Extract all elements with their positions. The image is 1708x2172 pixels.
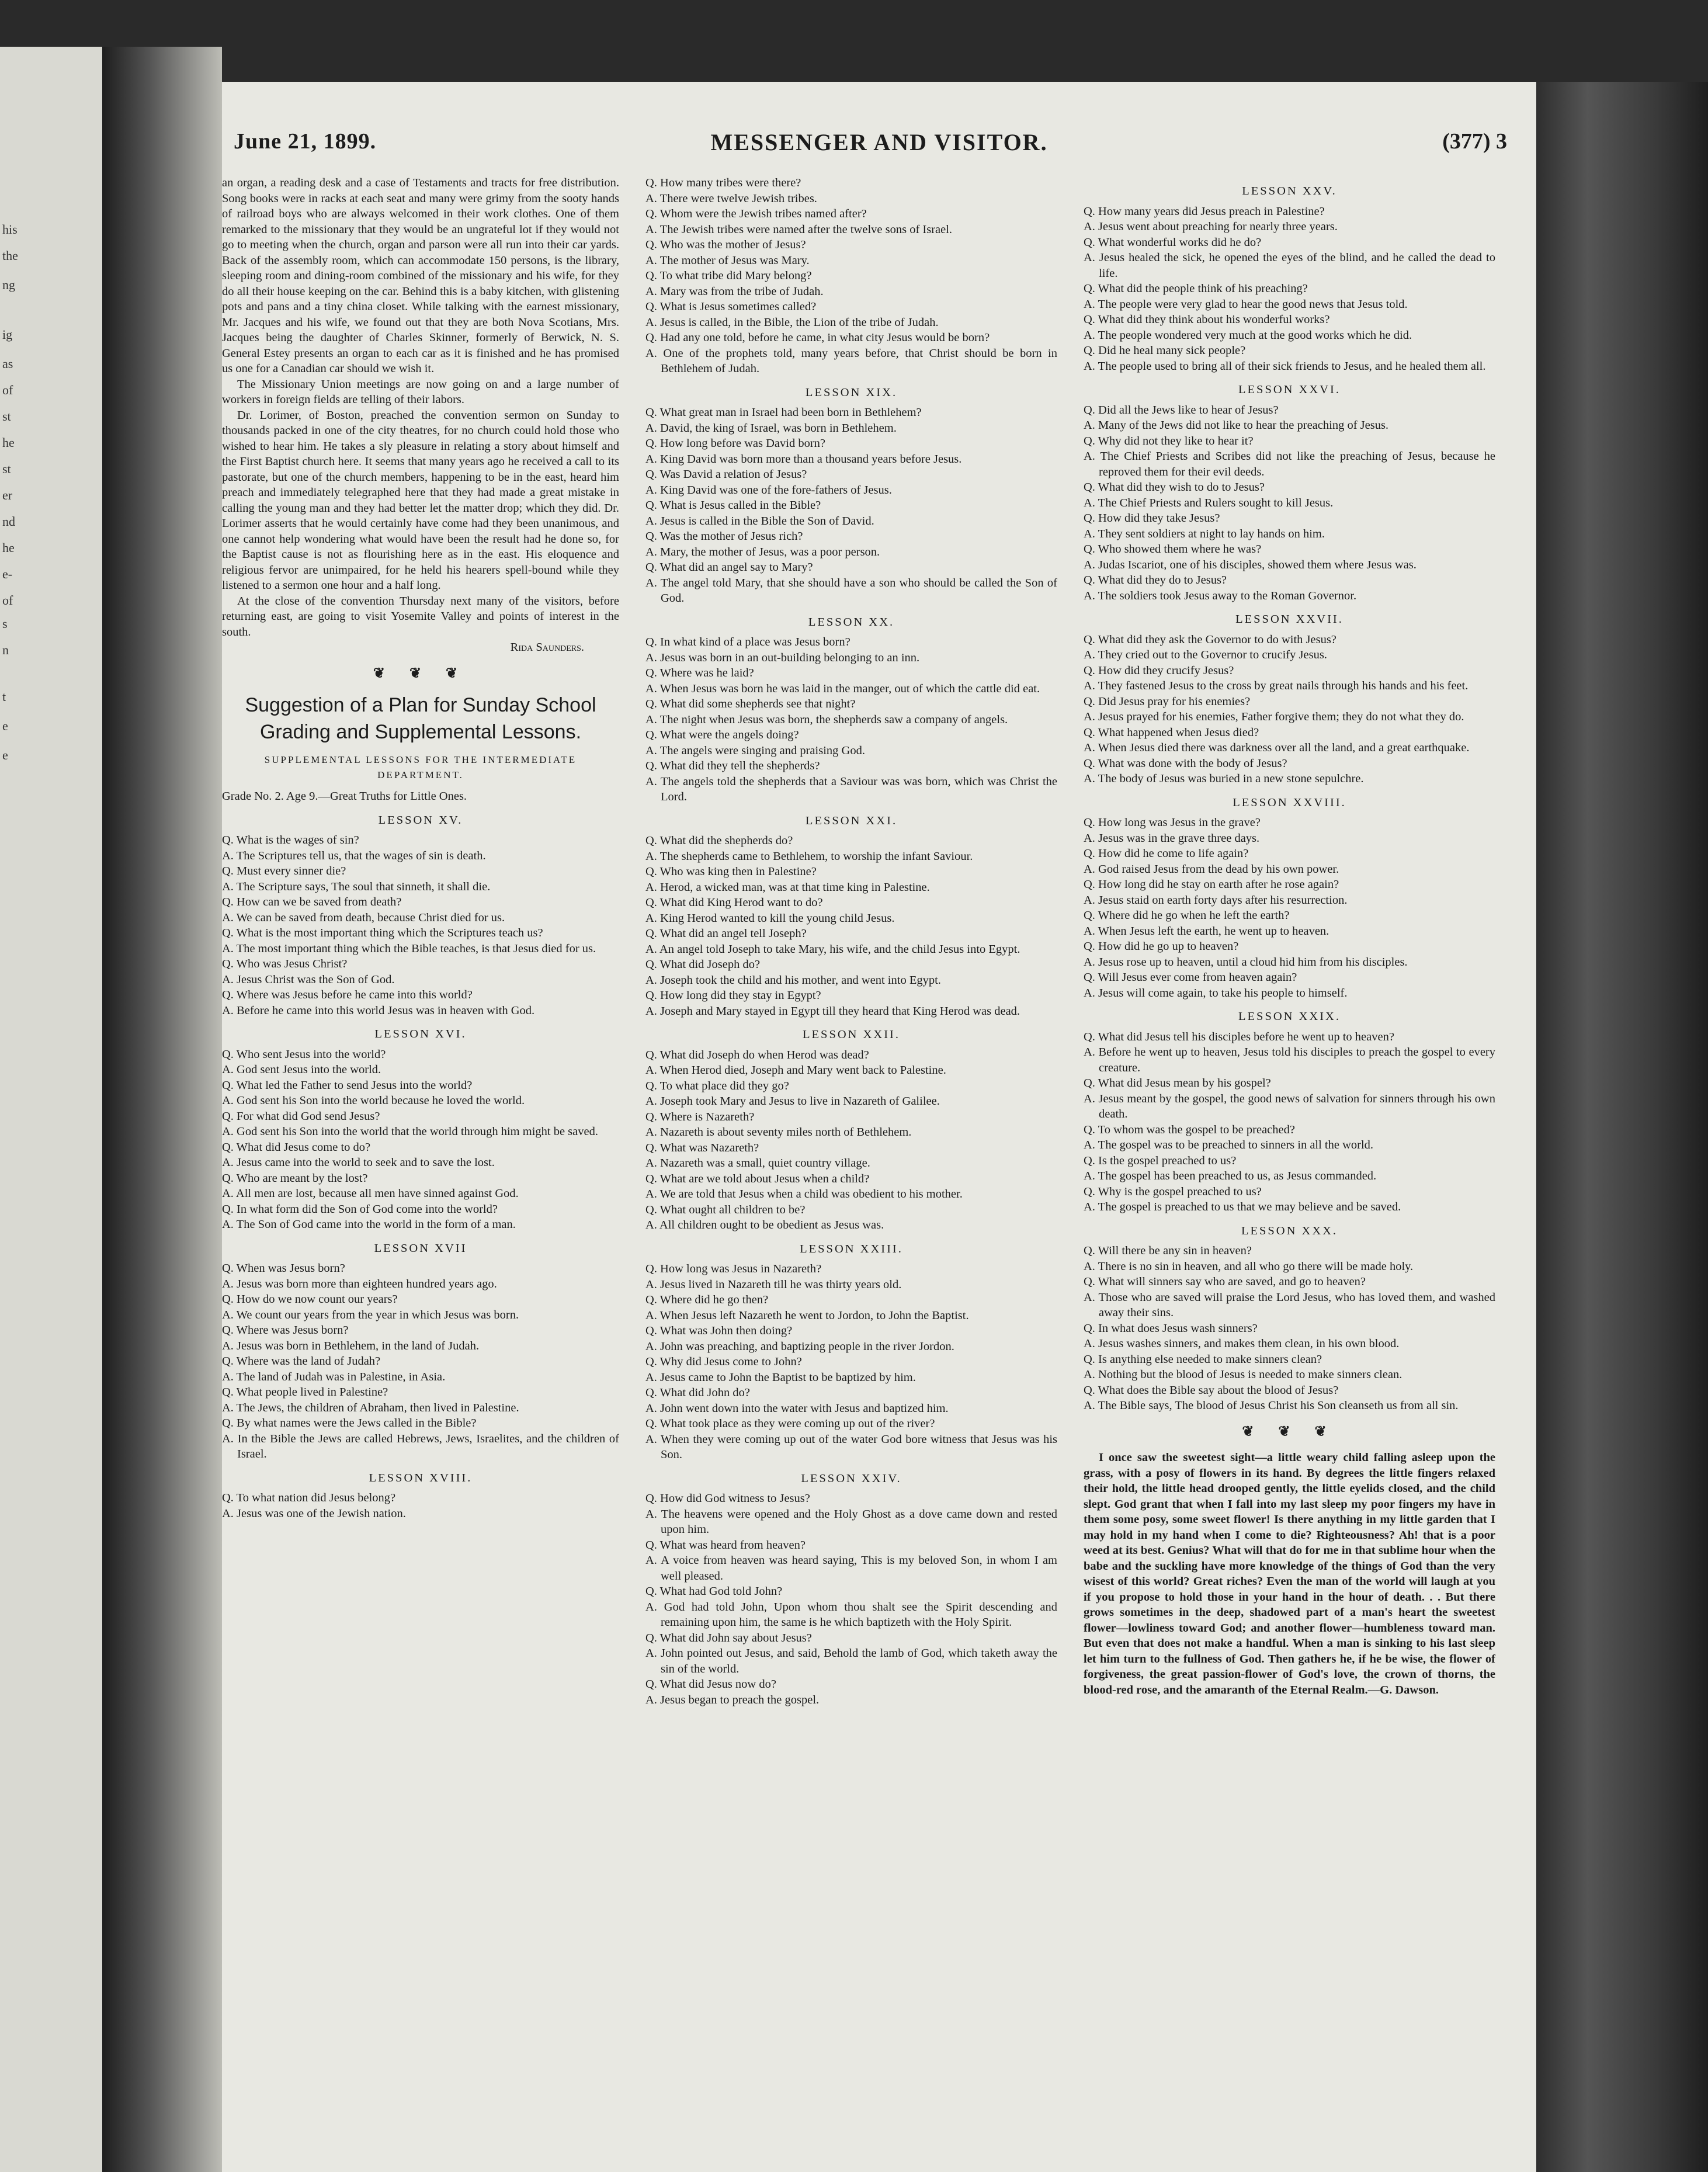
lesson-question: Q. Where did he go when he left the earth? bbox=[1084, 909, 1290, 922]
facing-page-fragment: nd bbox=[2, 514, 15, 529]
lesson-answer: A. God sent his Son into the world that the world through him might be saved. bbox=[222, 1125, 598, 1138]
lesson-question: Q. What wonderful works did he do? bbox=[1084, 235, 1262, 249]
lesson-question: Q. What will sinners say who are saved, and go to heaven? bbox=[1084, 1275, 1366, 1288]
lesson-heading: LESSON XXV. bbox=[1242, 185, 1337, 197]
lesson-heading: LESSON XXVIII. bbox=[1233, 796, 1346, 809]
lesson-question: Q. How did they crucify Jesus? bbox=[1084, 664, 1234, 677]
lesson-question: Q. Who are meant by the lost? bbox=[222, 1171, 368, 1185]
lesson-question: Q. How can we be saved from death? bbox=[222, 896, 402, 908]
lesson-answer: A. The Chief Priests and Rulers sought to kill Jesus. bbox=[1084, 496, 1334, 509]
lesson-heading: LESSON XXI. bbox=[805, 814, 898, 827]
lesson-question: Q. What did Jesus come to do? bbox=[222, 1140, 371, 1154]
lesson-answer: A. Before he came into this world Jesus was in heaven with God. bbox=[222, 1004, 535, 1017]
lesson-question: Q. What happened when Jesus died? bbox=[1084, 726, 1259, 739]
lesson-question: Q. How long before was David born? bbox=[645, 437, 825, 450]
lesson-question: Q. Where was the land of Judah? bbox=[222, 1355, 381, 1368]
lesson-answer: A. The heavens were opened and the Holy Ghost as a dove came down and rested upon him. bbox=[645, 1507, 1057, 1536]
article-paragraph: an organ, a reading desk and a case of Testaments and tracts for free distribution. Song books were in racks at each seat and many were grimy from the sooty hands of railroad boys who are always welcomed in their work clothes. One of them remarked to the missionary that they would be an ungrateful lot if they would not go to meeting when the church, organ and parson were all run into their car yards. Back of the assembly room, which can accommodate 150 persons, is the library, sleeping room and dining-room combined of the missionary and his wife, for they do all their house keeping on the car. Behind this is a baby kitchen, with glistening pots and pans and a tiny china closet. While talking with the earnest missionary, Mr. Jacques and his wife, we found out that they are both Nova Scotians, Mrs. Jacques being the daughter of Charles Skinner, formerly of Berwick, N. S. General Estey presents an organ to each car as it is finished and he has promised us one for a Canadian car should we wish it. bbox=[222, 176, 619, 375]
lesson-question: Q. What great man in Israel had been born in Bethlehem? bbox=[645, 406, 922, 419]
lesson-question: Q. Was David a relation of Jesus? bbox=[645, 468, 807, 481]
lesson-heading: LESSON XXVI. bbox=[1238, 383, 1341, 396]
facing-page-fragment: t bbox=[2, 689, 6, 704]
lesson-question: Q. Did he heal many sick people? bbox=[1084, 344, 1246, 357]
facing-page-fragment: e- bbox=[2, 567, 13, 581]
article-title-line: Suggestion of a Plan for Sunday School bbox=[245, 694, 596, 716]
lesson-answer: A. When Jesus left the earth, he went up to heaven. bbox=[1084, 924, 1329, 938]
lesson-answer: A. When they were coming up out of the water God bore witness that Jesus was his Son. bbox=[645, 1432, 1057, 1461]
lesson-question: Q. What ought all children to be? bbox=[645, 1203, 806, 1216]
lesson-answer: A. Many of the Jews did not like to hear the preaching of Jesus. bbox=[1084, 419, 1389, 432]
lesson-answer: A. Jesus was one of the Jewish nation. bbox=[222, 1507, 406, 1520]
lesson-question: Q. Where is Nazareth? bbox=[645, 1110, 755, 1123]
lesson-answer: A. Joseph took the child and his mother, and went into Egypt. bbox=[645, 973, 941, 987]
grade-heading: Grade No. 2. Age 9.—Great Truths for Little Ones. bbox=[222, 790, 467, 803]
masthead bbox=[234, 129, 1525, 169]
lesson-question: Q. What was done with the body of Jesus? bbox=[1084, 757, 1287, 770]
lesson-question: Q. How did he come to life again? bbox=[1084, 847, 1249, 860]
lesson-question: Q. What is the wages of sin? bbox=[222, 834, 359, 846]
facing-page-fragment: of bbox=[2, 383, 13, 397]
lesson-answer: A. Jesus was born in an out-building belonging to an inn. bbox=[645, 651, 920, 664]
lesson-question: Q. Where was Jesus before he came into this world? bbox=[222, 988, 473, 1001]
lesson-answer: A. They cried out to the Governor to crucify Jesus. bbox=[1084, 648, 1327, 661]
lesson-question: Q. What had God told John? bbox=[645, 1585, 783, 1598]
lesson-question: Q. What did an angel say to Mary? bbox=[645, 561, 813, 574]
facing-page-fragment: ng bbox=[2, 277, 15, 292]
lesson-question: Q. What did an angel tell Joseph? bbox=[645, 927, 807, 940]
lesson-answer: A. The Son of God came into the world in the form of a man. bbox=[222, 1218, 516, 1231]
lesson-question: Q. What are we told about Jesus when a child? bbox=[645, 1172, 870, 1185]
subheading-line: DEPARTMENT. bbox=[377, 769, 464, 780]
lesson-question: Q. Will there be any sin in heaven? bbox=[1084, 1244, 1252, 1257]
lesson-answer: A. We are told that Jesus when a child was obedient to his mother. bbox=[645, 1188, 963, 1201]
lesson-answer: A. John pointed out Jesus, and said, Behold the lamb of God, which taketh away the sin of the world. bbox=[645, 1647, 1057, 1675]
facing-page-fragment: of bbox=[2, 593, 13, 608]
lesson-question: Q. In what kind of a place was Jesus born? bbox=[645, 636, 850, 648]
lesson-answer: A. The Scriptures tell us, that the wages of sin is death. bbox=[222, 849, 486, 862]
lesson-answer: A. We count our years from the year in which Jesus was born. bbox=[222, 1308, 519, 1321]
lesson-answer: A. The Bible says, The blood of Jesus Christ his Son cleanseth us from all sin. bbox=[1084, 1399, 1459, 1412]
facing-page-fragment: st bbox=[2, 409, 11, 424]
lesson-answer: A. All men are lost, because all men have sinned against God. bbox=[222, 1187, 519, 1200]
lesson-question: Q. Had any one told, before he came, in what city Jesus would be born? bbox=[645, 331, 990, 344]
lesson-answer: A. John went down into the water with Jesus and baptized him. bbox=[645, 1401, 949, 1415]
lesson-answer: A. When Jesus died there was darkness over all the land, and a great earthquake. bbox=[1084, 741, 1470, 754]
lesson-question: Q. What did they think about his wonderful works? bbox=[1084, 313, 1330, 326]
lesson-answer: A. Jesus staid on earth forty days after his resurrection. bbox=[1084, 893, 1348, 907]
lesson-question: Q. Where was he laid? bbox=[645, 667, 754, 679]
lesson-question: Q. Why did Jesus come to John? bbox=[645, 1355, 802, 1368]
lesson-question: Q. What did Jesus tell his disciples before he went up to heaven? bbox=[1084, 1030, 1394, 1043]
lesson-answer: A. Jesus began to preach the gospel. bbox=[645, 1693, 820, 1706]
lesson-heading: LESSON XIX. bbox=[805, 386, 898, 399]
lesson-question: Q. Who showed them where he was? bbox=[1084, 543, 1262, 556]
lesson-answer: A. Jesus is called, in the Bible, the Lion of the tribe of Judah. bbox=[645, 315, 939, 329]
lesson-question: Q. How did they take Jesus? bbox=[1084, 512, 1220, 525]
facing-page-fragment: his bbox=[2, 222, 18, 237]
lesson-question: Q. What did Joseph do when Herod was dead? bbox=[645, 1048, 869, 1061]
lesson-answer: A. Jesus lived in Nazareth till he was thirty years old. bbox=[645, 1278, 902, 1291]
section-ornament: ❦ ❦ ❦ bbox=[1242, 1424, 1337, 1439]
lesson-answer: A. They sent soldiers at night to lay hands on him. bbox=[1084, 527, 1325, 540]
lesson-answer: A. Jesus healed the sick, he opened the eyes of the blind, and he called the dead to life. bbox=[1084, 251, 1495, 280]
facing-page-fragment: the bbox=[2, 248, 18, 263]
lesson-answer: A. One of the prophets told, many years before, that Christ should be born in Bethlehem of Judah. bbox=[645, 346, 1057, 375]
lesson-question: Q. Whom were the Jewish tribes named after? bbox=[645, 207, 867, 220]
lesson-answer: A. Jesus will come again, to take his people to himself. bbox=[1084, 986, 1348, 1000]
lesson-answer: A. The angel told Mary, that she should have a son who should be called the Son of God. bbox=[645, 576, 1057, 605]
lesson-question: Q. Was the mother of Jesus rich? bbox=[645, 530, 803, 543]
lesson-question: Q. What were the angels doing? bbox=[645, 728, 799, 741]
lesson-question: Q. For what did God send Jesus? bbox=[222, 1109, 380, 1123]
lesson-heading: LESSON XVI. bbox=[374, 1028, 467, 1040]
lesson-heading: LESSON XXX. bbox=[1241, 1224, 1338, 1237]
facing-page-fragment: as bbox=[2, 356, 13, 371]
facing-page-fragment: st bbox=[2, 462, 11, 476]
lesson-answer: A. Jesus was in the grave three days. bbox=[1084, 831, 1260, 845]
lesson-answer: A. When Herod died, Joseph and Mary went back to Palestine. bbox=[645, 1064, 946, 1077]
lesson-question: Q. How many years did Jesus preach in Palestine? bbox=[1084, 204, 1325, 218]
lesson-question: Q. What did the people think of his preaching? bbox=[1084, 282, 1308, 295]
lesson-question: Q. How did God witness to Jesus? bbox=[645, 1492, 810, 1505]
lesson-answer: A. The Jewish tribes were named after the twelve sons of Israel. bbox=[645, 223, 953, 236]
lesson-question: Q. How long did he stay on earth after he rose again? bbox=[1084, 878, 1339, 891]
lesson-question: Q. What did they tell the shepherds? bbox=[645, 759, 820, 772]
lesson-answer: A. Joseph and Mary stayed in Egypt till they heard that King Herod was dead. bbox=[645, 1004, 1020, 1018]
article-paragraph: The Missionary Union meetings are now going on and a large number of workers in foreign fields are telling of their labors. bbox=[222, 377, 619, 406]
lesson-answer: A. The people wondered very much at the good works which he did. bbox=[1084, 328, 1412, 342]
lesson-question: Q. What did King Herod want to do? bbox=[645, 896, 823, 909]
column-3 bbox=[1084, 175, 1495, 1698]
lesson-answer: A. Mary was from the tribe of Judah. bbox=[645, 284, 824, 298]
lesson-question: Q. How did he go up to heaven? bbox=[1084, 940, 1239, 953]
lesson-question: Q. What did Jesus now do? bbox=[645, 1678, 776, 1691]
newspaper-title: MESSENGER AND VISITOR. bbox=[710, 129, 1048, 155]
lesson-question: Q. How do we now count our years? bbox=[222, 1293, 398, 1306]
lesson-question: Q. Who was king then in Palestine? bbox=[645, 865, 817, 878]
lesson-answer: A. Jesus rose up to heaven, until a cloud hid him from his disciples. bbox=[1084, 955, 1408, 969]
column-1 bbox=[222, 175, 619, 1521]
article-paragraph: Dr. Lorimer, of Boston, preached the convention sermon on Sunday to thousands packed in one of the city theatres, for no church could hold those who wished to hear him. He takes a sly pleasure in relating a story about himself and the First Baptist church here. It seems that many years ago he received a call to its pastorate, but one of the church members, happening to be in the east, heard him preach and immediately telegraphed here that they had made a great mistake in calling the young man and they had better let the matter drop; which they did. Dr. Lorimer asserts that he would certainly have come had they been unanimous, and one cannot help wondering what would have been the result had he done so, for the Baptist cause is not as flourishing here as in the east. His eloquence and religious fervor are unimpaired, for he held his hearers spell-bound while they listened to a sermon one hour and a half long. bbox=[222, 408, 619, 592]
lesson-question: Q. What was Nazareth? bbox=[645, 1141, 759, 1154]
facing-page-fragment: n bbox=[2, 643, 9, 657]
author-signature: Rida Saunders. bbox=[510, 641, 584, 654]
lesson-answer: A. The people were very glad to hear the good news that Jesus told. bbox=[1084, 297, 1408, 311]
article-paragraph: At the close of the convention Thursday next many of the visitors, before returning east, are going to visit Yosemite Valley and points of interest in the south. bbox=[222, 594, 619, 639]
lesson-question: Q. To what place did they go? bbox=[645, 1079, 789, 1092]
lesson-answer: A. God raised Jesus from the dead by his own power. bbox=[1084, 862, 1339, 876]
lesson-answer: A. All children ought to be obedient as Jesus was. bbox=[645, 1219, 884, 1231]
lesson-question: Q. Who sent Jesus into the world? bbox=[222, 1047, 386, 1061]
lesson-heading: LESSON XVII bbox=[374, 1241, 467, 1255]
lesson-answer: A. Mary, the mother of Jesus, was a poor person. bbox=[645, 545, 880, 558]
lesson-answer: A. Nazareth was a small, quiet country village. bbox=[645, 1157, 870, 1170]
lesson-answer: A. The people used to bring all of their sick friends to Jesus, and he healed them all. bbox=[1084, 359, 1486, 373]
lesson-question: Q. To what tribe did Mary belong? bbox=[645, 269, 812, 282]
lesson-question: Q. What was heard from heaven? bbox=[645, 1538, 806, 1552]
lesson-answer: A. The Scripture says, The soul that sinneth, it shall die. bbox=[222, 880, 491, 893]
lesson-answer: A. King Herod wanted to kill the young child Jesus. bbox=[645, 911, 895, 925]
lesson-answer: A. King David was born more than a thousand years before Jesus. bbox=[645, 452, 962, 466]
lesson-answer: A. Jesus washes sinners, and makes them clean, in his own blood. bbox=[1084, 1337, 1400, 1350]
lesson-question: Q. What was John then doing? bbox=[645, 1324, 793, 1337]
lesson-question: Q. How long was Jesus in Nazareth? bbox=[645, 1262, 822, 1275]
lesson-question: Q. What did they ask the Governor to do with Jesus? bbox=[1084, 633, 1336, 646]
lesson-question: Q. To what nation did Jesus belong? bbox=[222, 1491, 396, 1504]
lessons-list bbox=[1084, 183, 1495, 1414]
lesson-answer: A. There were twelve Jewish tribes. bbox=[645, 192, 817, 205]
lesson-answer: A. Those who are saved will praise the Lord Jesus, who has loved them, and washed away their sins. bbox=[1084, 1290, 1495, 1319]
section-ornament: ❦ ❦ ❦ bbox=[373, 665, 468, 681]
lesson-heading: LESSON XXVII. bbox=[1235, 613, 1344, 626]
lesson-answer: A. The mother of Jesus was Mary. bbox=[645, 254, 810, 267]
lesson-question: Q. Who was the mother of Jesus? bbox=[645, 238, 806, 251]
page-gutter bbox=[102, 47, 222, 2172]
lesson-answer: A. When Jesus left Nazareth he went to Jordon, to John the Baptist. bbox=[645, 1309, 969, 1322]
facing-page-edge bbox=[0, 47, 102, 2172]
newspaper-page bbox=[222, 82, 1536, 2172]
lesson-question: Q. Must every sinner die? bbox=[222, 865, 346, 877]
lesson-heading: LESSON XX. bbox=[808, 615, 895, 629]
lesson-heading: LESSON XXIII. bbox=[800, 1242, 903, 1255]
lesson-answer: A. The night when Jesus was born, the shepherds saw a company of angels. bbox=[645, 713, 1008, 726]
lesson-heading: LESSON XVIII. bbox=[369, 1471, 473, 1484]
lesson-answer: A. There is no sin in heaven, and all who go there will be made holy. bbox=[1084, 1260, 1414, 1273]
lesson-answer: A. We can be saved from death, because Christ died for us. bbox=[222, 911, 505, 924]
lesson-answer: A. Jesus meant by the gospel, the good news of salvation for sinners through his own death. bbox=[1084, 1092, 1495, 1120]
lesson-question: Q. Did all the Jews like to hear of Jesus? bbox=[1084, 403, 1279, 417]
lesson-question: Q. Is anything else needed to make sinners clean? bbox=[1084, 1352, 1322, 1366]
lesson-answer: A. The most important thing which the Bible teaches, is that Jesus died for us. bbox=[222, 942, 596, 955]
facing-page-fragment: e bbox=[2, 719, 8, 733]
lesson-answer: A. When Jesus was born he was laid in the manger, out of which the cattle did eat. bbox=[645, 682, 1040, 695]
facing-page-fragment: ig bbox=[2, 327, 13, 342]
lesson-answer: A. Jesus went about preaching for nearly three years. bbox=[1084, 220, 1338, 233]
lesson-question: Q. What led the Father to send Jesus into the world? bbox=[222, 1078, 473, 1092]
lessons-list bbox=[222, 813, 619, 1522]
lesson-answer: A. God sent Jesus into the world. bbox=[222, 1063, 381, 1076]
lesson-answer: A. The soldiers took Jesus away to the Roman Governor. bbox=[1084, 589, 1357, 602]
lesson-heading: LESSON XXIX. bbox=[1238, 1010, 1341, 1023]
lesson-answer: A. The Chief Priests and Scribes did not like the preaching of Jesus, because he reproved them for their evil deeds. bbox=[1084, 450, 1495, 478]
lesson-answer: A. The land of Judah was in Palestine, in Asia. bbox=[222, 1370, 446, 1383]
lesson-answer: A. Herod, a wicked man, was at that time king in Palestine. bbox=[645, 880, 930, 894]
lesson-question: Q. Is the gospel preached to us? bbox=[1084, 1154, 1237, 1167]
lesson-question: Q. Why did not they like to hear it? bbox=[1084, 434, 1254, 447]
lesson-answer: A. Jesus prayed for his enemies, Father forgive them; they do not what they do. bbox=[1084, 710, 1464, 723]
lesson-answer: A. The angels were singing and praising God. bbox=[645, 744, 865, 757]
lesson-answer: A. A voice from heaven was heard saying, This is my beloved Son, in whom I am well pleased. bbox=[645, 1554, 1057, 1583]
lesson-question: Q. What is Jesus called in the Bible? bbox=[645, 499, 821, 512]
lesson-answer: A. Jesus was born in Bethlehem, in the land of Judah. bbox=[222, 1339, 480, 1352]
lesson-question: Q. How long was Jesus in the grave? bbox=[1084, 816, 1261, 829]
lesson-question: Q. What did John do? bbox=[645, 1386, 750, 1399]
lesson-continuation bbox=[645, 175, 1057, 377]
lessons-list bbox=[645, 385, 1057, 1708]
lesson-answer: A. The gospel is preached to us that we may believe and be saved. bbox=[1084, 1201, 1401, 1213]
lesson-question: Q. What took place as they were coming up out of the river? bbox=[645, 1417, 935, 1430]
lesson-answer: A. King David was one of the fore-fathers of Jesus. bbox=[645, 483, 892, 497]
lesson-answer: A. Judas Iscariot, one of his disciples, showed them where Jesus was. bbox=[1084, 558, 1417, 571]
lesson-question: Q. What people lived in Palestine? bbox=[222, 1386, 388, 1399]
article-subheading bbox=[222, 752, 619, 783]
lesson-answer: A. The shepherds came to Bethlehem, to worship the infant Saviour. bbox=[645, 849, 973, 863]
facing-page-fragment: he bbox=[2, 435, 15, 450]
lesson-question: Q. How long did they stay in Egypt? bbox=[645, 989, 821, 1002]
lesson-question: Q. What did the shepherds do? bbox=[645, 834, 793, 847]
closing-paragraph: I once saw the sweetest sight—a little weary child falling asleep upon the grass, with a posy of flowers in its hand. By degrees the little fingers relaxed their hold, the little head drooped gently, the little eyelids closed, and the child slept. God grant that when I fall into my last sleep my poor fingers my have in them some posy, some sweet flower! Is there anything in my little garden that I may hold in my hand when I come to die? Righteousness? Ah! that is a poor weed at its best. Genius? What will that do for me in that sublime hour when the babe and the suckling have more knowledge of the things of God than the very wisest of this world? Great riches? Even the man of the world will laugh at you if you propose to hold those in your hand in the hour of death. . . But there grows sometimes in the deep, shadowed part of a man's heart the sweetest flower—lowliness toward God; and another flower—humbleness toward man. But even that does not make a handful. When a man is sinking to his last sleep let him turn to the fullness of God. Then gathers he, if he be wise, the flower of forgiveness, the great passion-flower of God's love, the crown of thorns, the blood-red rose, and the amaranth of the Eternal Realm.—G. Dawson. bbox=[1084, 1451, 1495, 1696]
lesson-answer: A. The gospel was to be preached to sinners in all the world. bbox=[1084, 1139, 1374, 1151]
lesson-answer: A. The Jews, the children of Abraham, then lived in Palestine. bbox=[222, 1401, 519, 1414]
lesson-question: Q. Where was Jesus born? bbox=[222, 1324, 349, 1337]
lesson-heading: LESSON XV. bbox=[378, 813, 463, 827]
lesson-question: Q. What did Jesus mean by his gospel? bbox=[1084, 1077, 1271, 1090]
lesson-question: Q. What does the Bible say about the blood of Jesus? bbox=[1084, 1383, 1339, 1397]
column-2 bbox=[645, 175, 1057, 1708]
facing-page-fragment: er bbox=[2, 488, 13, 502]
lesson-question: Q. Why is the gospel preached to us? bbox=[1084, 1185, 1262, 1198]
facing-page-fragment: e bbox=[2, 748, 8, 762]
lesson-question: Q. Will Jesus ever come from heaven again? bbox=[1084, 971, 1297, 984]
lesson-question: Q. Did Jesus pray for his enemies? bbox=[1084, 695, 1251, 708]
lesson-question: Q. What did they do to Jesus? bbox=[1084, 574, 1227, 587]
lesson-answer: A. Jesus is called in the Bible the Son of David. bbox=[645, 514, 874, 528]
lesson-question: Q. What did they wish to do to Jesus? bbox=[1084, 481, 1265, 494]
lesson-answer: A. Nazareth is about seventy miles north of Bethlehem. bbox=[645, 1126, 912, 1139]
lesson-question: Q. What did John say about Jesus? bbox=[645, 1631, 812, 1644]
lesson-answer: A. Before he went up to heaven, Jesus told his disciples to preach the gospel to every creature. bbox=[1084, 1046, 1495, 1074]
lesson-answer: A. The angels told the shepherds that a Saviour was was born, which was Christ the Lord. bbox=[645, 775, 1057, 803]
lesson-answer: A. They fastened Jesus to the cross by great nails through his hands and his feet. bbox=[1084, 679, 1469, 692]
issue-date: June 21, 1899. bbox=[234, 129, 377, 154]
lesson-question: Q. What did Joseph do? bbox=[645, 958, 761, 971]
lesson-answer: A. Jesus came to John the Baptist to be baptized by him. bbox=[645, 1370, 916, 1384]
lesson-question: Q. When was Jesus born? bbox=[222, 1262, 345, 1275]
page-number: (377) 3 bbox=[1442, 129, 1507, 154]
lesson-question: Q. Where did he go then? bbox=[645, 1293, 769, 1306]
lesson-question: Q. By what names were the Jews called in the Bible? bbox=[222, 1417, 477, 1430]
lesson-question: Q. What is Jesus sometimes called? bbox=[645, 300, 817, 313]
article-title-line: Grading and Supplemental Lessons. bbox=[259, 721, 582, 743]
lesson-question: Q. Who was Jesus Christ? bbox=[222, 957, 348, 970]
lesson-answer: A. David, the king of Israel, was born in Bethlehem. bbox=[645, 421, 897, 435]
article-title bbox=[222, 692, 619, 745]
lesson-answer: A. The body of Jesus was buried in a new stone sepulchre. bbox=[1084, 772, 1364, 785]
lesson-question: Q. What did some shepherds see that night? bbox=[645, 698, 856, 710]
lesson-question: Q. How many tribes were there? bbox=[645, 176, 801, 189]
facing-page-fragment: s bbox=[2, 616, 8, 631]
scan-background-top bbox=[0, 0, 1708, 82]
lesson-question: Q. To whom was the gospel to be preached? bbox=[1084, 1123, 1295, 1136]
lesson-answer: A. In the Bible the Jews are called Hebrews, Jews, Israelites, and the children of Israel. bbox=[222, 1432, 619, 1460]
lesson-answer: A. Jesus came into the world to seek and to save the lost. bbox=[222, 1156, 495, 1169]
lesson-answer: A. The gospel has been preached to us, as Jesus commanded. bbox=[1084, 1170, 1377, 1182]
lesson-question: Q. In what does Jesus wash sinners? bbox=[1084, 1321, 1258, 1335]
lesson-answer: A. Joseph took Mary and Jesus to live in Nazareth of Galilee. bbox=[645, 1095, 940, 1108]
lesson-answer: A. Jesus was born more than eighteen hundred years ago. bbox=[222, 1277, 497, 1290]
book-binding-edge bbox=[1536, 82, 1708, 2172]
lesson-question: Q. What is the most important thing which the Scriptures teach us? bbox=[222, 927, 543, 939]
lesson-answer: A. God had told John, Upon whom thou shalt see the Spirit descending and remaining upon him, the same is he which baptizeth with the Holy Spirit. bbox=[645, 1600, 1057, 1629]
lesson-answer: A. John was preaching, and baptizing people in the river Jordon. bbox=[645, 1340, 954, 1353]
lesson-answer: A. Nothing but the blood of Jesus is needed to make sinners clean. bbox=[1084, 1368, 1402, 1381]
lesson-question: Q. In what form did the Son of God come into the world? bbox=[222, 1202, 498, 1216]
facing-page-fragment: he bbox=[2, 540, 15, 555]
lesson-heading: LESSON XXIV. bbox=[801, 1472, 902, 1485]
lesson-answer: A. Jesus Christ was the Son of God. bbox=[222, 973, 395, 986]
lesson-answer: A. An angel told Joseph to take Mary, his wife, and the child Jesus into Egypt. bbox=[645, 942, 1020, 956]
subheading-line: SUPPLEMENTAL LESSONS FOR THE INTERMEDIATE bbox=[264, 754, 577, 765]
lesson-answer: A. God sent his Son into the world because he loved the world. bbox=[222, 1094, 525, 1107]
lesson-heading: LESSON XXII. bbox=[803, 1028, 900, 1041]
